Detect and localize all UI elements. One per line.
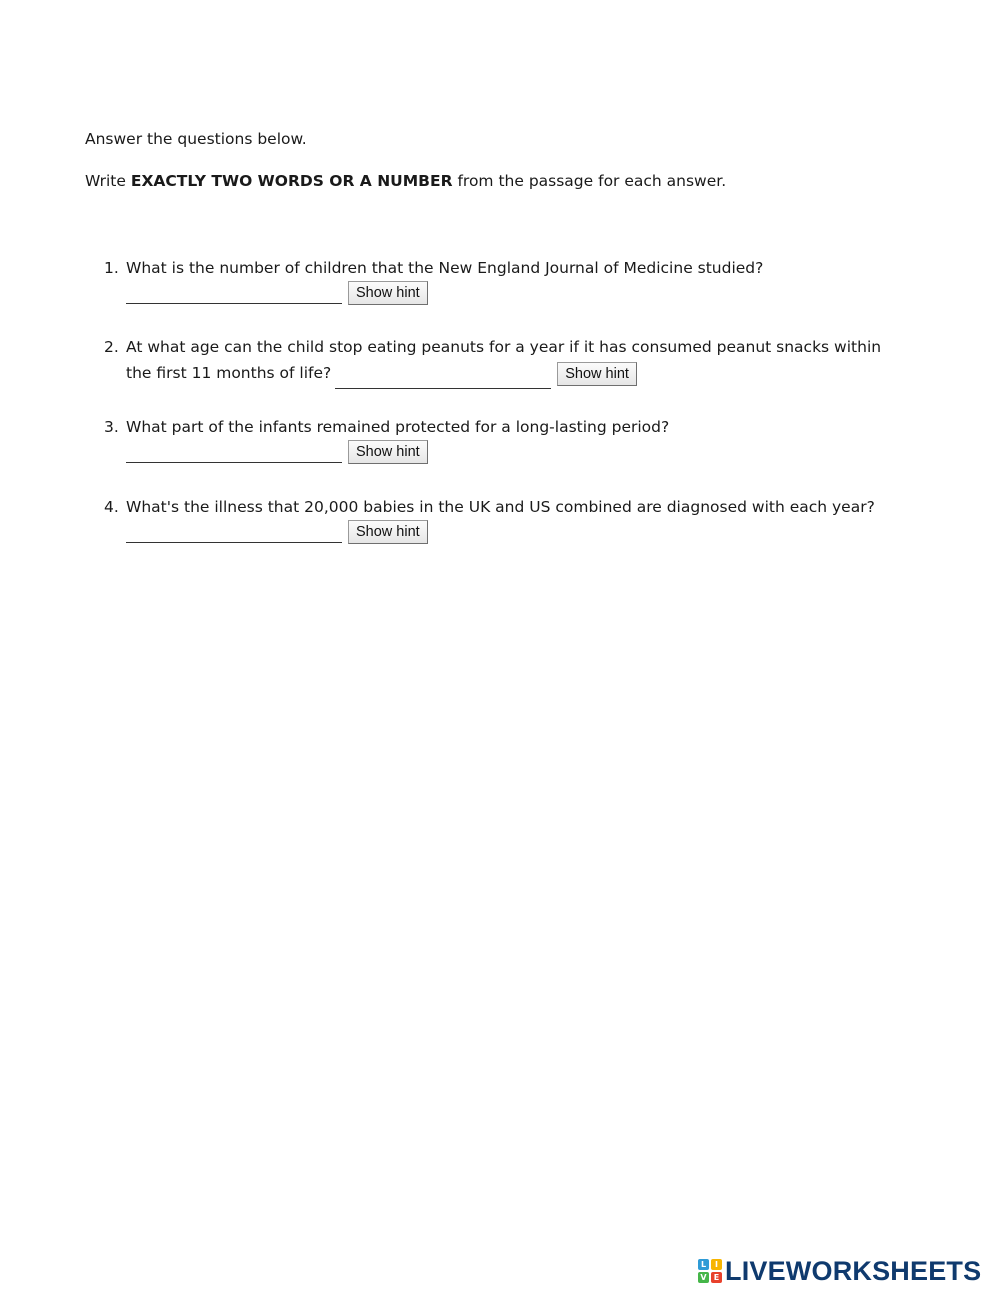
show-hint-button-4[interactable]: Show hint [348,520,428,544]
logo-block-e: E [711,1272,722,1283]
question-text: What part of the infants remained protected for a long-lasting period? [126,418,670,436]
answer-row [126,279,763,307]
answer-field-1[interactable] [126,283,342,304]
question-number: 3. [104,418,119,436]
question-number: 2. [104,338,119,356]
answer-field-3[interactable] [126,442,342,463]
question-text: What is the number of children that the New England Journal of Medicine studied? [126,259,764,277]
instruction-suffix: from the passage for each answer. [452,172,727,190]
question-text-line-1: At what age can the child stop eating peanuts for a year if it has consumed peanut snacks within [126,338,882,356]
instruction-prefix: Write [85,172,131,190]
logo-block-i: I [711,1259,722,1270]
question-4 [104,494,875,546]
logo-block-v: V [698,1272,709,1283]
instruction-line-2 [85,171,726,191]
liveworksheets-logo [698,1257,981,1285]
logo-block-l: L [698,1259,709,1270]
instruction-text: Answer the questions below. [85,130,307,148]
answer-field-4[interactable] [126,522,342,543]
show-hint-button-1[interactable]: Show hint [348,281,428,305]
answer-field-2[interactable] [335,368,551,389]
question-text-line-2-wrap [126,360,881,389]
show-hint-button-2[interactable]: Show hint [557,362,637,386]
instruction-line-1 [85,129,307,149]
question-text: What's the illness that 20,000 babies in the UK and US combined are diagnosed with each year? [126,498,875,516]
show-hint-button-3[interactable]: Show hint [348,440,428,464]
question-1 [104,255,763,307]
question-text-line-2: the first 11 months of life? [126,364,332,382]
question-2 [104,334,881,389]
logo-text: LIVEWORKSHEETS [725,1256,982,1286]
question-number: 4. [104,498,119,516]
logo-blocks-icon [698,1259,722,1283]
answer-row [126,518,875,546]
question-number: 1. [104,259,119,277]
instruction-emphasis: EXACTLY TWO WORDS OR A NUMBER [130,172,453,190]
answer-row [126,438,669,466]
question-3 [104,414,669,466]
